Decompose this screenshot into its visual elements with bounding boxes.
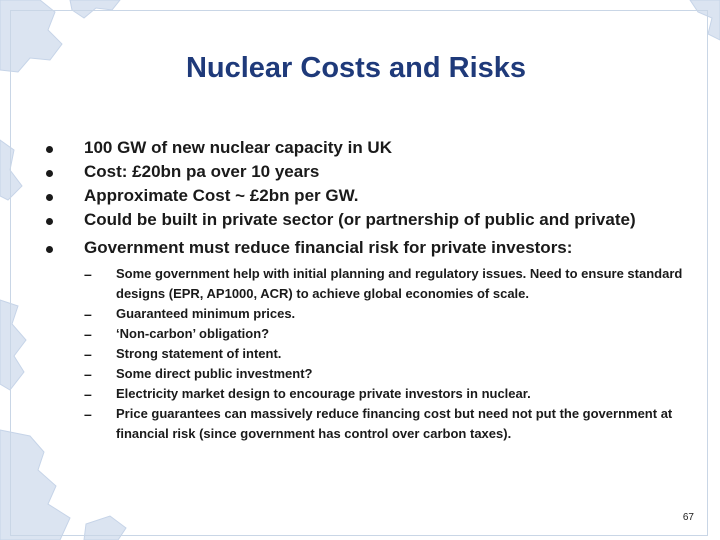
bullet-item xyxy=(46,208,686,232)
sub-bullet-list xyxy=(84,264,686,444)
sub-bullet-item xyxy=(84,304,686,324)
sub-bullet-text: Electricity market design to encourage private investors in nuclear. xyxy=(116,386,531,401)
bullet-item xyxy=(46,136,686,160)
bullet-dot-icon xyxy=(46,170,53,177)
bullet-text: Cost: £20bn pa over 10 years xyxy=(84,162,320,181)
bullet-text: Approximate Cost ~ £2bn per GW. xyxy=(84,186,359,205)
page-number: 67 xyxy=(682,512,694,523)
dash-icon: – xyxy=(84,406,92,422)
dash-icon: – xyxy=(84,366,92,382)
bullet-text: Government must reduce financial risk for private investors: xyxy=(84,238,573,257)
sub-bullet-item xyxy=(84,364,686,384)
sub-bullet-item xyxy=(84,384,686,404)
sub-bullet-item xyxy=(84,264,686,304)
bullet-dot-icon xyxy=(46,218,53,225)
dash-icon: – xyxy=(84,326,92,342)
bullet-text: 100 GW of new nuclear capacity in UK xyxy=(84,138,392,157)
dash-icon: – xyxy=(84,266,92,282)
sub-bullet-item xyxy=(84,404,686,444)
sub-bullet-text: Strong statement of intent. xyxy=(116,346,282,361)
sub-bullet-text: Guaranteed minimum prices. xyxy=(116,306,296,321)
bullet-list xyxy=(46,136,686,444)
slide-title: Nuclear Costs and Risks xyxy=(185,52,527,84)
sub-bullet-item xyxy=(84,324,686,344)
dash-icon: – xyxy=(84,306,92,322)
sub-bullet-text: Price guarantees can massively reduce financing cost but need not put the government at financial risk (since government has control over carbon taxes). xyxy=(116,406,673,441)
bullet-dot-icon xyxy=(46,246,53,253)
dash-icon: – xyxy=(84,346,92,362)
bullet-dot-icon xyxy=(46,146,53,153)
sub-bullet-text: Some direct public investment? xyxy=(116,366,313,381)
sub-bullet-text: Some government help with initial planning and regulatory issues. Need to ensure standard designs (EPR, AP1000, ACR) to achieve global economies of scale. xyxy=(116,266,683,301)
bullet-dot-icon xyxy=(46,194,53,201)
bullet-item xyxy=(46,184,686,208)
bullet-text: Could be built in private sector (or partnership of public and private) xyxy=(84,210,636,229)
sub-bullet-item xyxy=(84,344,686,364)
sub-bullet-text: ‘Non-carbon’ obligation? xyxy=(116,326,270,341)
dash-icon: – xyxy=(84,386,92,402)
bullet-item xyxy=(46,160,686,184)
bullet-item xyxy=(46,236,686,444)
